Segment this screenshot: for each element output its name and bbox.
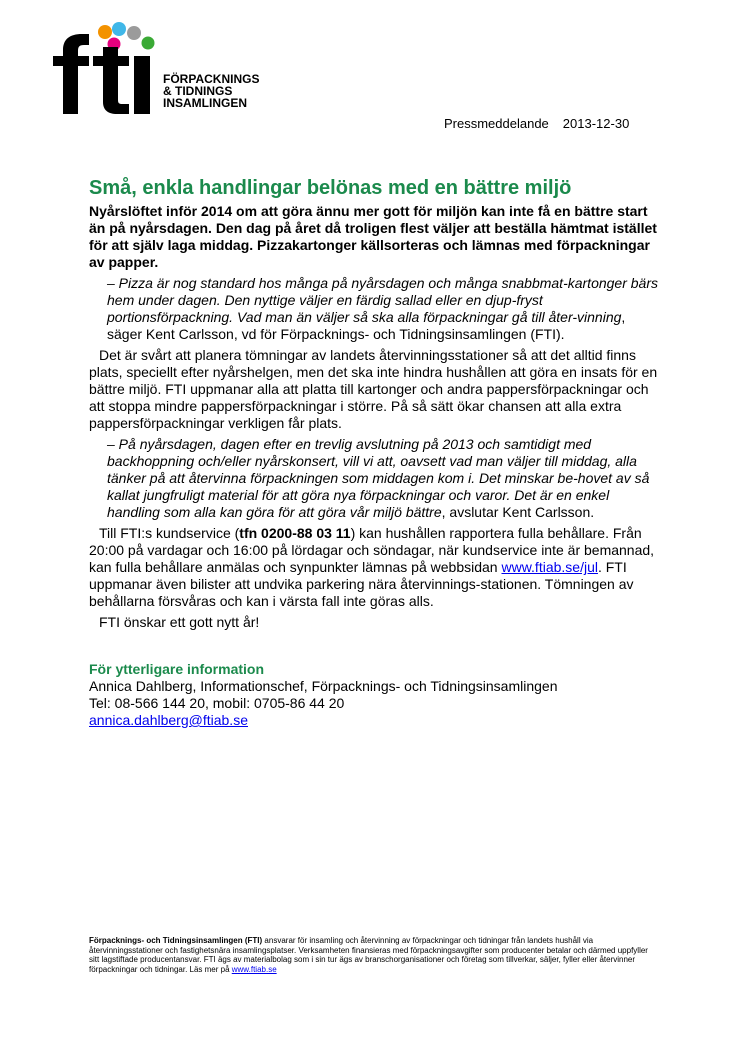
quote-paragraph-2 — [89, 436, 659, 521]
body-paragraph-2 — [89, 525, 659, 610]
logo-dot-orange — [98, 25, 112, 39]
contact-phone: Tel: 08-566 144 20, mobil: 0705-86 44 20 — [89, 695, 345, 711]
body-paragraph-1: Det är svårt att planera tömningar av landets återvinningsstationer så att det alltid finns plats, speciellt efter nyårshelgen, men det ska inte hindra hushållen att göra en insats för en bättre miljö. FTI uppmanar alla att platta till kartonger och andra pappersförpackningar och att stoppa mindre pappersförpackningar i större. På så sätt ökar chansen att alla extra pappersförpackningar verkligen får plats. — [89, 347, 658, 431]
lead-paragraph: Nyårslöftet inför 2014 om att göra ännu mer gott för miljön kan inte få en bättre start än på nyårsdagen. Den dag på året då troligen flest väljer att beställa hämtmat istället för att själv laga middag. Pizzakartonger källsorteras och lämnas med förpackningar av papper. — [89, 203, 657, 270]
quote-2-text: – På nyårsdagen, dagen efter en trevlig avslutning på 2013 och samtidigt med backhoppning och/eller nyårskonsert, vill vi att, oavsett vad man väljer till middag, alla tänker på att återvinna förpackningen som middagen kom i. Det minskar be-hovet av så kallat jungfruligt material för att göra nya förpackningar och varor. Det är en enkel handling som alla kan göra för att göra vår miljö bättre — [107, 436, 650, 520]
para-2-before: Till FTI:s kundservice ( — [99, 525, 240, 541]
logo-dot-gray — [127, 26, 141, 40]
quote-2-attribution: , avslutar Kent Carlsson. — [441, 504, 595, 520]
logo-line-3: INSAMLINGEN — [163, 96, 247, 110]
para-2-after: . FTI uppmanar även bilister att undvika parkering nära återvinnings-stationen. Tömningen av behållarna försvåras och kan i värsta fall inte göras alls. — [89, 559, 634, 609]
logo-dot-green — [142, 37, 155, 50]
doc-date: 2013-12-30 — [562, 116, 630, 131]
page-title: Små, enkla handlingar belönas med en bättre miljö — [89, 177, 572, 199]
footer-link[interactable]: www.ftiab.se — [231, 964, 277, 974]
logo-text — [163, 73, 259, 109]
doc-type: Pressmeddelande — [444, 116, 549, 131]
quote-1-attribution: , säger Kent Carlsson, vd för Förpacknings- och Tidningsinsamlingen (FTI). — [107, 309, 626, 342]
para-2-middle: ) kan hushållen rapportera fulla behållare. Från 20:00 på vardagar och 16:00 på lördagar och söndagar, när kundservice inte är bemannad, kan fulla behållare anmälas och synpunkter lämnas på webbsidan — [89, 525, 655, 575]
customer-service-phone: tfn 0200-88 03 11 — [239, 525, 351, 541]
body-paragraph-3: FTI önskar ett gott nytt år! — [99, 614, 260, 630]
press-release-body — [89, 176, 659, 729]
jul-link[interactable]: www.ftiab.se/jul — [501, 559, 598, 575]
logo-line-2: & TIDNINGS — [163, 84, 233, 98]
logo-line-1: FÖRPACKNINGS — [163, 72, 260, 86]
contact-email-link[interactable]: annica.dahlberg@ftiab.se — [89, 712, 248, 728]
quote-1-text: – Pizza är nog standard hos många på nyårsdagen och många snabbmat-kartonger bärs hem under dagen. Den nyttige väljer en färdig sallad eller en djup-fryst portionsförpackning. Vad man än väljer så ska alla förpackningar gå till åter-vinning — [107, 275, 659, 325]
footer-text: ansvarar för insamling och återvinning av förpackningar och tidningar från landets hushåll via återvinningsstationer och fastighetsnära insamlingsplatser. Verksamheten finansieras med förpackningsavgifter som producenter betalar och därmed uppfyller sitt lagstiftade producentansvar. FTI ägs av materialbolag som i sin tur ägs av branschorganisationer och företag som tillverkar, säljer, fyller eller återvinner förpackningar och tidningar. Läs mer på — [89, 936, 648, 974]
footer — [89, 936, 659, 974]
quote-paragraph-1 — [89, 275, 659, 343]
contact-name: Annica Dahlberg, Informationschef, Förpacknings- och Tidningsinsamlingen — [89, 678, 558, 694]
press-header — [444, 116, 629, 131]
footer-org: Förpacknings- och Tidningsinsamlingen (FTI) — [89, 936, 263, 945]
logo-dot-cyan — [112, 22, 126, 36]
contact-heading: För ytterligare information — [89, 661, 265, 677]
